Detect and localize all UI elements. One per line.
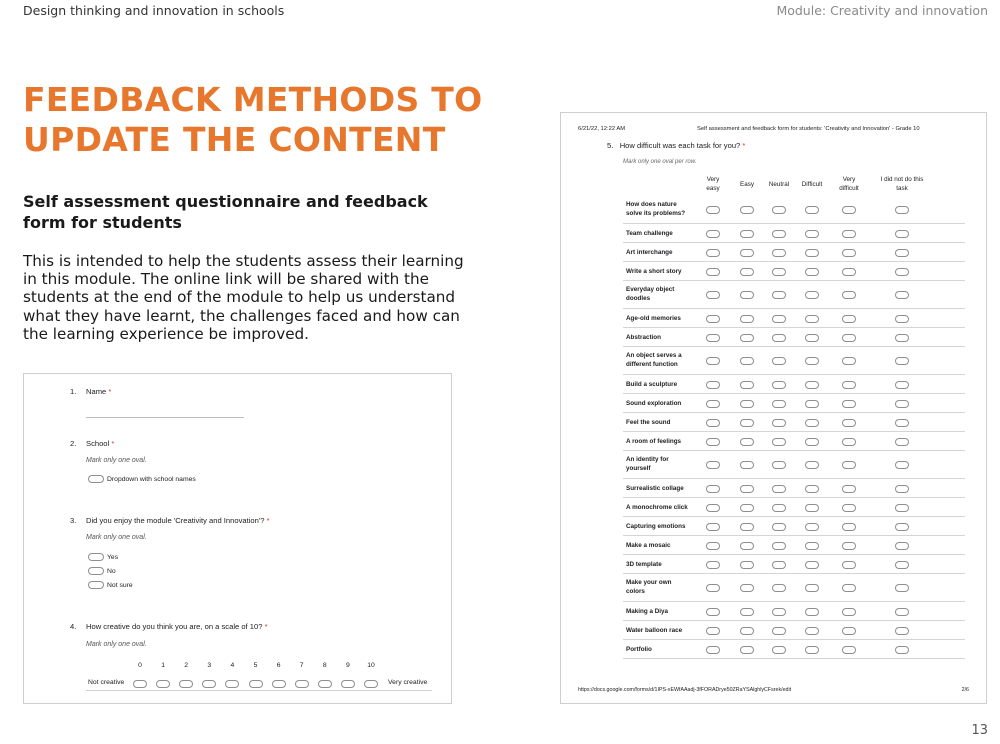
grid-radio-oval[interactable] <box>895 381 909 389</box>
grid-radio-oval[interactable] <box>895 542 909 550</box>
grid-radio-oval[interactable] <box>740 461 754 469</box>
scale-number: 1 <box>161 662 165 669</box>
grid-radio-oval[interactable] <box>740 584 754 592</box>
question-number: 2. <box>70 439 77 448</box>
row-label-line: Build a sculpture <box>626 381 678 388</box>
grid-radio-oval[interactable] <box>895 461 909 469</box>
grid-radio-oval[interactable] <box>895 627 909 635</box>
option-label: Yes <box>107 553 119 561</box>
scale-radio-oval[interactable] <box>295 680 309 688</box>
grid-radio-oval[interactable] <box>895 561 909 569</box>
grid-radio-oval[interactable] <box>842 608 856 616</box>
row-label-line: different function <box>626 361 678 368</box>
required-mark: * <box>264 622 268 631</box>
grid-radio-oval[interactable] <box>805 485 819 493</box>
row-label-line: Art interchange <box>626 249 673 256</box>
row-label-line: Make a mosaic <box>626 542 671 549</box>
grid-radio-oval[interactable] <box>740 485 754 493</box>
footer-page: 2/6 <box>961 687 969 693</box>
grid-radio-oval[interactable] <box>740 561 754 569</box>
column-header-line: difficult <box>839 185 859 192</box>
scale-low-label: Not creative <box>88 679 125 686</box>
scale-number: 2 <box>184 662 189 669</box>
grid-column-header <box>872 175 932 193</box>
grid-radio-oval[interactable] <box>895 206 909 214</box>
grid-row-label <box>626 560 662 569</box>
grid-radio-oval[interactable] <box>895 230 909 238</box>
grid-radio-oval[interactable] <box>772 584 786 592</box>
question-text: How creative do you think you are, on a scale of 10? <box>86 622 263 631</box>
grid-radio-oval[interactable] <box>842 584 856 592</box>
option-no[interactable] <box>88 567 116 576</box>
question-hint: Mark only one oval. <box>86 457 147 464</box>
grid-radio-oval[interactable] <box>706 230 720 238</box>
scale-divider <box>86 690 432 691</box>
grid-row <box>623 262 965 281</box>
grid-radio-oval[interactable] <box>740 400 754 408</box>
grid-radio-oval[interactable] <box>842 561 856 569</box>
row-label-line: An identity for <box>626 456 669 463</box>
grid-radio-oval[interactable] <box>805 249 819 257</box>
section-subtitle: Self assessment questionnaire and feedback form for students <box>23 192 428 232</box>
grid-radio-oval[interactable] <box>805 206 819 214</box>
grid-radio-oval[interactable] <box>740 315 754 323</box>
header-course-title: Design thinking and innovation in schools <box>23 3 285 18</box>
grid-row-label <box>626 437 681 446</box>
row-label-line: solve its problems? <box>626 210 686 217</box>
grid-row-label <box>626 418 670 427</box>
row-label-line: Everyday object <box>626 286 675 293</box>
grid-row <box>623 328 965 347</box>
required-mark: * <box>742 141 746 150</box>
row-label-line: 3D template <box>626 561 662 568</box>
grid-row <box>623 432 965 451</box>
grid-radio-oval[interactable] <box>842 381 856 389</box>
row-label-line: Feel the sound <box>626 419 671 426</box>
grid-row <box>623 574 965 602</box>
grid-radio-oval[interactable] <box>805 291 819 299</box>
grid-radio-oval[interactable] <box>842 646 856 654</box>
section-description: This is intended to help the students assess their learning in this module. The online link will be shared with the students at the end of the module to help us understand what they have learnt, the challenges faced and how can the learning experience be improved. <box>23 252 464 343</box>
grid-row-label <box>626 351 682 369</box>
grid-row <box>623 413 965 432</box>
grid-radio-oval[interactable] <box>772 504 786 512</box>
grid-row <box>623 451 965 479</box>
grid-radio-oval[interactable] <box>740 249 754 257</box>
footer-url: https://docs.google.com/forms/d/1IPS-xEWfAAadj-3fFORADrye50ZRaYSAlghlyCFsrek/edit <box>578 687 792 693</box>
grid-row-label <box>626 607 668 616</box>
grid-radio-oval[interactable] <box>805 315 819 323</box>
grid-radio-oval[interactable] <box>842 291 856 299</box>
grid-radio-oval[interactable] <box>740 291 754 299</box>
grid-radio-oval[interactable] <box>842 230 856 238</box>
grid-radio-oval[interactable] <box>772 334 786 342</box>
grid-row <box>623 394 965 413</box>
grid-radio-oval[interactable] <box>842 268 856 276</box>
grid-radio-oval[interactable] <box>895 268 909 276</box>
scale-radio-oval[interactable] <box>156 680 170 688</box>
header-module-name: Module: Creativity and innovation <box>776 3 988 18</box>
grid-row-label <box>626 578 672 596</box>
question-text: Name <box>86 387 107 396</box>
row-label-line: colors <box>626 588 645 595</box>
column-header-line: task <box>896 185 908 192</box>
grid-radio-oval[interactable] <box>842 334 856 342</box>
grid-row <box>623 536 965 555</box>
row-label-line: How does nature <box>626 201 677 208</box>
grid-radio-oval[interactable] <box>805 504 819 512</box>
grid-radio-oval[interactable] <box>842 485 856 493</box>
required-mark: * <box>108 387 112 396</box>
grid-radio-oval[interactable] <box>740 627 754 635</box>
grid-radio-oval[interactable] <box>842 438 856 446</box>
grid-row <box>623 281 965 309</box>
grid-radio-oval[interactable] <box>895 523 909 531</box>
grid-radio-oval[interactable] <box>772 400 786 408</box>
grid-radio-oval[interactable] <box>772 542 786 550</box>
row-label-line: A monochrome click <box>626 504 688 511</box>
grid-radio-oval[interactable] <box>772 523 786 531</box>
print-date: 6/21/22, 12:22 AM <box>578 126 626 132</box>
grid-row-label <box>626 541 670 550</box>
grid-row-label <box>626 455 669 473</box>
grid-radio-oval[interactable] <box>895 504 909 512</box>
row-label-line: An object serves a <box>626 352 682 359</box>
grid-row-label <box>626 248 673 257</box>
row-label-line: Surrealistic collage <box>626 485 684 492</box>
scale-number: 5 <box>253 662 258 669</box>
radio-oval[interactable] <box>88 567 104 575</box>
grid-row-label <box>626 380 677 389</box>
column-header-line: Neutral <box>768 181 790 188</box>
grid-radio-oval[interactable] <box>805 608 819 616</box>
grid-radio-oval[interactable] <box>842 206 856 214</box>
grid-radio-oval[interactable] <box>805 523 819 531</box>
page-title-line-2: UPDATE THE CONTENT <box>23 120 446 159</box>
grid-radio-oval[interactable] <box>740 646 754 654</box>
scale-high-label: Very creative <box>388 679 428 686</box>
page-title <box>23 80 482 160</box>
scale-radio-oval[interactable] <box>249 680 263 688</box>
questionnaire-screenshot-right <box>560 112 987 704</box>
question-task-difficulty <box>607 141 745 150</box>
column-header-line: easy <box>706 185 720 192</box>
column-header-line: Difficult <box>801 181 823 188</box>
row-label-line: Age-old memories <box>626 315 681 322</box>
grid-radio-oval[interactable] <box>842 627 856 635</box>
grid-radio-oval[interactable] <box>895 419 909 427</box>
grid-radio-oval[interactable] <box>772 268 786 276</box>
row-label-line: Water balloon race <box>626 627 683 634</box>
grid-row-label <box>626 645 652 654</box>
grid-radio-oval[interactable] <box>706 584 720 592</box>
grid-radio-oval[interactable] <box>772 419 786 427</box>
column-header-line: I did not do this <box>880 176 924 183</box>
required-mark: * <box>111 439 115 448</box>
grid-radio-oval[interactable] <box>706 523 720 531</box>
grid-radio-oval[interactable] <box>805 268 819 276</box>
grid-radio-oval[interactable] <box>740 206 754 214</box>
grid-radio-oval[interactable] <box>895 334 909 342</box>
grid-row-label <box>626 484 684 493</box>
grid-row <box>623 224 965 243</box>
grid-radio-oval[interactable] <box>772 627 786 635</box>
scale-radio-oval[interactable] <box>272 680 286 688</box>
grid-radio-oval[interactable] <box>706 400 720 408</box>
radio-oval[interactable] <box>88 581 104 589</box>
grid-row <box>623 375 965 394</box>
grid-radio-oval[interactable] <box>842 461 856 469</box>
radio-oval[interactable] <box>88 475 104 483</box>
grid-radio-oval[interactable] <box>772 461 786 469</box>
school-dropdown-option[interactable] <box>88 475 196 484</box>
column-header-line: Easy <box>740 181 754 188</box>
grid-radio-oval[interactable] <box>805 400 819 408</box>
grid-radio-oval[interactable] <box>805 461 819 469</box>
grid-radio-oval[interactable] <box>805 230 819 238</box>
row-label-line: yourself <box>626 465 651 472</box>
grid-radio-oval[interactable] <box>842 504 856 512</box>
grid-radio-oval[interactable] <box>805 334 819 342</box>
question-number: 4. <box>70 622 77 631</box>
grid-row-label <box>626 626 682 635</box>
required-mark: * <box>266 516 270 525</box>
scale-number: 4 <box>230 662 235 669</box>
grid-radio-oval[interactable] <box>706 315 720 323</box>
grid-radio-oval[interactable] <box>740 523 754 531</box>
grid-radio-oval[interactable] <box>805 627 819 635</box>
grid-column-header <box>819 175 879 193</box>
option-not-sure[interactable] <box>88 581 133 590</box>
grid-radio-oval[interactable] <box>842 249 856 257</box>
scale-number: 8 <box>322 662 327 669</box>
radio-oval[interactable] <box>88 553 104 561</box>
grid-radio-oval[interactable] <box>805 584 819 592</box>
option-yes[interactable] <box>88 553 118 562</box>
grid-radio-oval[interactable] <box>772 291 786 299</box>
form-heading: Self assessment and feedback form for students: 'Creativity and Innovation' - Grade 10 <box>697 126 920 132</box>
question-number: 1. <box>70 387 77 396</box>
grid-radio-oval[interactable] <box>842 357 856 365</box>
option-label: No <box>107 567 116 575</box>
grid-radio-oval[interactable] <box>706 291 720 299</box>
scale-number: 3 <box>207 662 212 669</box>
grid-row-label <box>626 267 682 276</box>
question-text: School <box>86 439 110 448</box>
grid-radio-oval[interactable] <box>895 357 909 365</box>
grid-row-label <box>626 333 661 342</box>
row-label-line: Sound exploration <box>626 400 682 407</box>
grid-radio-oval[interactable] <box>772 608 786 616</box>
question-text: How difficult was each task for you? <box>619 141 741 150</box>
name-input-line[interactable] <box>86 417 244 418</box>
option-label: Not sure <box>107 581 133 589</box>
grid-radio-oval[interactable] <box>706 381 720 389</box>
grid-row <box>623 517 965 536</box>
grid-row <box>623 621 965 640</box>
questionnaire-screenshot-left <box>23 373 452 704</box>
grid-radio-oval[interactable] <box>895 584 909 592</box>
scale-number: 9 <box>346 662 350 669</box>
scale-number: 10 <box>367 662 375 669</box>
question-number: 5. <box>607 141 614 150</box>
grid-radio-oval[interactable] <box>706 357 720 365</box>
grid-radio-oval[interactable] <box>772 381 786 389</box>
grid-radio-oval[interactable] <box>740 608 754 616</box>
grid-radio-oval[interactable] <box>895 485 909 493</box>
scale-radio-oval[interactable] <box>364 680 378 688</box>
grid-row <box>623 498 965 517</box>
grid-radio-oval[interactable] <box>772 315 786 323</box>
question-number: 3. <box>70 516 77 525</box>
page-title-line-1: FEEDBACK METHODS TO <box>23 80 483 119</box>
row-label-line: Abstraction <box>626 334 661 341</box>
grid-radio-oval[interactable] <box>805 381 819 389</box>
grid-row-label <box>626 314 681 323</box>
grid-radio-oval[interactable] <box>772 357 786 365</box>
grid-radio-oval[interactable] <box>740 419 754 427</box>
grid-radio-oval[interactable] <box>895 438 909 446</box>
scale-radio-oval[interactable] <box>225 680 239 688</box>
option-label: Dropdown with school names <box>107 475 196 483</box>
grid-row <box>623 640 965 659</box>
scale-radio-oval[interactable] <box>341 680 355 688</box>
grid-radio-oval[interactable] <box>706 485 720 493</box>
grid-row-label <box>626 503 688 512</box>
grid-radio-oval[interactable] <box>805 542 819 550</box>
grid-radio-oval[interactable] <box>706 608 720 616</box>
scale-radio-oval[interactable] <box>318 680 332 688</box>
grid-radio-oval[interactable] <box>740 542 754 550</box>
grid-row <box>623 347 965 375</box>
grid-radio-oval[interactable] <box>706 646 720 654</box>
grid-radio-oval[interactable] <box>740 504 754 512</box>
row-label-line: Make your own <box>626 579 672 586</box>
grid-radio-oval[interactable] <box>805 561 819 569</box>
grid-radio-oval[interactable] <box>772 485 786 493</box>
grid-radio-oval[interactable] <box>895 315 909 323</box>
grid-radio-oval[interactable] <box>706 461 720 469</box>
grid-radio-oval[interactable] <box>772 249 786 257</box>
scale-radio-oval[interactable] <box>202 680 216 688</box>
grid-radio-oval[interactable] <box>740 357 754 365</box>
grid-radio-oval[interactable] <box>805 419 819 427</box>
grid-radio-oval[interactable] <box>842 523 856 531</box>
row-label-line: Capturing emotions <box>626 523 686 530</box>
grid-radio-oval[interactable] <box>706 419 720 427</box>
grid-row <box>623 479 965 498</box>
grid-radio-oval[interactable] <box>706 268 720 276</box>
question-hint: Mark only one oval per row. <box>623 159 697 165</box>
grid-radio-oval[interactable] <box>805 357 819 365</box>
grid-radio-oval[interactable] <box>842 419 856 427</box>
grid-radio-oval[interactable] <box>895 291 909 299</box>
grid-radio-oval[interactable] <box>842 542 856 550</box>
grid-radio-oval[interactable] <box>805 438 819 446</box>
row-label-line: Making a Diya <box>626 608 668 615</box>
row-label-line: Write a short story <box>626 268 682 275</box>
grid-radio-oval[interactable] <box>706 627 720 635</box>
question-hint: Mark only one oval. <box>86 641 147 648</box>
grid-row-label <box>626 229 673 238</box>
scale-number: 6 <box>276 662 281 669</box>
grid-radio-oval[interactable] <box>706 438 720 446</box>
grid-row-label <box>626 200 685 218</box>
row-label-line: doodles <box>626 295 651 302</box>
grid-radio-oval[interactable] <box>706 542 720 550</box>
scale-radio-oval[interactable] <box>179 680 193 688</box>
row-label-line: A room of feelings <box>626 438 682 445</box>
grid-row-label <box>626 399 681 408</box>
grid-radio-oval[interactable] <box>706 334 720 342</box>
grid-radio-oval[interactable] <box>706 504 720 512</box>
grid-row <box>623 555 965 574</box>
grid-radio-oval[interactable] <box>805 646 819 654</box>
grid-radio-oval[interactable] <box>895 400 909 408</box>
grid-radio-oval[interactable] <box>706 206 720 214</box>
grid-radio-oval[interactable] <box>772 561 786 569</box>
scale-radio-oval[interactable] <box>133 680 147 688</box>
question-text: Did you enjoy the module 'Creativity and Innovation'? <box>86 516 265 525</box>
grid-radio-oval[interactable] <box>740 268 754 276</box>
grid-row-label <box>626 285 674 303</box>
grid-radio-oval[interactable] <box>740 438 754 446</box>
grid-radio-oval[interactable] <box>772 230 786 238</box>
row-label-line: Team challenge <box>626 230 673 237</box>
grid-row <box>623 196 965 224</box>
scale-number: 7 <box>299 662 304 669</box>
grid-row-label <box>626 522 685 531</box>
grid-radio-oval[interactable] <box>772 646 786 654</box>
grid-row <box>623 309 965 328</box>
grid-radio-oval[interactable] <box>895 608 909 616</box>
scale-number: 0 <box>138 662 142 669</box>
row-label-line: Portfolio <box>626 646 652 653</box>
column-header-line: Very <box>842 176 856 183</box>
question-hint: Mark only one oval. <box>86 534 147 541</box>
grid-radio-oval[interactable] <box>706 249 720 257</box>
grid-radio-oval[interactable] <box>772 438 786 446</box>
grid-radio-oval[interactable] <box>706 561 720 569</box>
column-header-line: Very <box>706 176 720 183</box>
grid-radio-oval[interactable] <box>842 400 856 408</box>
grid-radio-oval[interactable] <box>740 334 754 342</box>
grid-row <box>623 243 965 262</box>
grid-radio-oval[interactable] <box>740 381 754 389</box>
grid-radio-oval[interactable] <box>842 315 856 323</box>
grid-row <box>623 602 965 621</box>
grid-radio-oval[interactable] <box>895 249 909 257</box>
grid-radio-oval[interactable] <box>895 646 909 654</box>
grid-radio-oval[interactable] <box>740 230 754 238</box>
page-number: 13 <box>971 723 988 738</box>
grid-radio-oval[interactable] <box>772 206 786 214</box>
